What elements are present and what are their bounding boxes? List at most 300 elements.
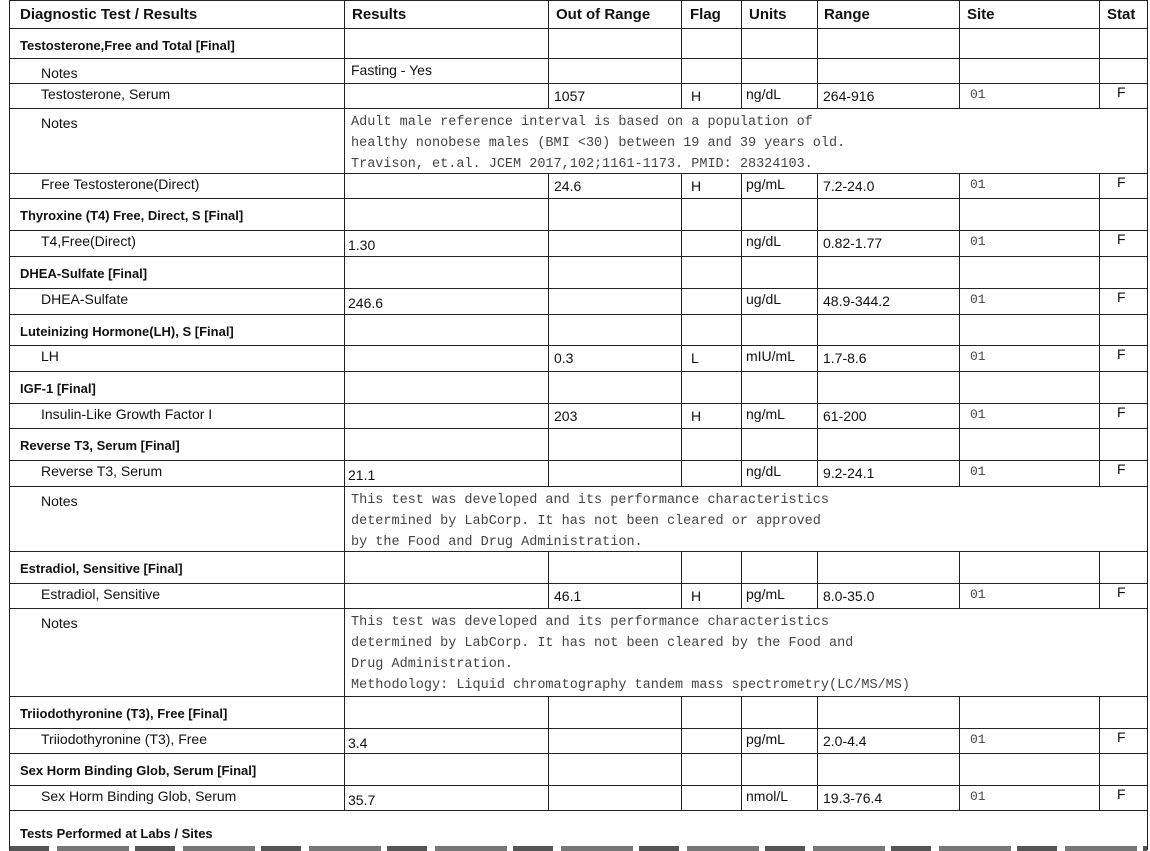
- column-divider: [9, 58, 10, 83]
- column-divider: [681, 696, 682, 728]
- notes-label: Notes: [41, 115, 78, 131]
- column-divider: [817, 314, 818, 345]
- range-value: 264-916: [823, 88, 875, 104]
- column-divider: [1099, 230, 1100, 256]
- column-divider: [548, 583, 549, 608]
- header-flag: Flag: [690, 6, 721, 23]
- column-divider: [1147, 728, 1148, 753]
- column-divider: [1147, 608, 1148, 696]
- column-divider: [959, 0, 960, 28]
- column-divider: [959, 83, 960, 108]
- column-divider: [9, 403, 10, 428]
- column-divider: [741, 728, 742, 753]
- column-divider: [9, 173, 10, 198]
- column-divider: [1147, 198, 1148, 230]
- column-divider: [548, 314, 549, 345]
- row-divider: [9, 403, 1147, 404]
- stat-value: F: [1117, 174, 1126, 190]
- notes-line: Adult male reference interval is based on a population of: [351, 115, 813, 130]
- column-divider: [1099, 551, 1100, 583]
- column-divider: [1099, 58, 1100, 83]
- column-divider: [9, 28, 10, 58]
- notes-line: This test was developed and its performance characteristics: [351, 615, 829, 630]
- column-divider: [1099, 460, 1100, 486]
- column-divider: [681, 785, 682, 810]
- notes-line: healthy nonobese males (BMI <30) between 19 and 39 years old.: [351, 136, 846, 151]
- column-divider: [1099, 696, 1100, 728]
- column-divider: [817, 428, 818, 460]
- group-title: Sex Horm Binding Glob, Serum [Final]: [20, 763, 257, 778]
- units-value: nmol/L: [746, 788, 789, 804]
- site-value: 01: [970, 464, 986, 479]
- test-name: LH: [41, 348, 59, 364]
- column-divider: [344, 173, 345, 198]
- column-divider: [959, 551, 960, 583]
- column-divider: [344, 108, 345, 173]
- row-divider: [9, 486, 1147, 487]
- column-divider: [817, 753, 818, 785]
- column-divider: [1147, 403, 1148, 428]
- column-divider: [1099, 173, 1100, 198]
- column-divider: [1099, 403, 1100, 428]
- row-divider: [9, 785, 1147, 786]
- row-divider: [9, 83, 1147, 84]
- test-name: Testosterone, Serum: [41, 86, 171, 102]
- column-divider: [9, 371, 10, 403]
- range-value: 19.3-76.4: [823, 790, 883, 806]
- column-divider: [681, 28, 682, 58]
- column-divider: [741, 198, 742, 230]
- row-divider: [9, 314, 1147, 315]
- column-divider: [1147, 108, 1148, 173]
- column-divider: [681, 288, 682, 314]
- result-value: 21.1: [348, 467, 376, 483]
- column-divider: [1099, 288, 1100, 314]
- column-divider: [548, 198, 549, 230]
- column-divider: [1147, 696, 1148, 728]
- units-value: ug/dL: [746, 291, 782, 307]
- column-divider: [9, 608, 10, 696]
- site-value: 01: [970, 587, 986, 602]
- column-divider: [741, 785, 742, 810]
- out-of-range-value: 46.1: [554, 588, 582, 604]
- column-divider: [817, 460, 818, 486]
- column-divider: [817, 551, 818, 583]
- column-divider: [344, 753, 345, 785]
- column-divider: [817, 173, 818, 198]
- units-value: pg/mL: [746, 176, 785, 192]
- column-divider: [817, 728, 818, 753]
- column-divider: [959, 460, 960, 486]
- column-divider: [548, 58, 549, 83]
- column-divider: [1099, 345, 1100, 371]
- column-divider: [1147, 256, 1148, 288]
- row-divider: [9, 583, 1147, 584]
- notes-label: Notes: [41, 615, 78, 631]
- column-divider: [1099, 785, 1100, 810]
- column-divider: [817, 83, 818, 108]
- column-divider: [959, 345, 960, 371]
- column-divider: [959, 198, 960, 230]
- flag-value: L: [691, 350, 699, 366]
- header-range: Range: [824, 6, 870, 23]
- column-divider: [9, 785, 10, 810]
- column-divider: [817, 28, 818, 58]
- column-divider: [9, 551, 10, 583]
- column-divider: [817, 256, 818, 288]
- row-divider: [9, 256, 1147, 257]
- column-divider: [681, 460, 682, 486]
- column-divider: [9, 288, 10, 314]
- column-divider: [344, 696, 345, 728]
- row-divider: [9, 288, 1147, 289]
- group-title: Reverse T3, Serum [Final]: [20, 438, 180, 453]
- group-title: IGF-1 [Final]: [20, 381, 96, 396]
- column-divider: [959, 173, 960, 198]
- units-value: pg/mL: [746, 586, 785, 602]
- column-divider: [1147, 0, 1148, 28]
- column-divider: [548, 345, 549, 371]
- site-value: 01: [970, 292, 986, 307]
- column-divider: [9, 108, 10, 173]
- stat-value: F: [1117, 404, 1126, 420]
- column-divider: [741, 696, 742, 728]
- column-divider: [1147, 28, 1148, 58]
- column-divider: [741, 58, 742, 83]
- group-title: Triiodothyronine (T3), Free [Final]: [20, 706, 228, 721]
- site-value: 01: [970, 177, 986, 192]
- column-divider: [9, 696, 10, 728]
- column-divider: [741, 460, 742, 486]
- column-divider: [1099, 371, 1100, 403]
- row-divider: [9, 608, 1147, 609]
- test-name: Reverse T3, Serum: [41, 463, 163, 479]
- column-divider: [1147, 314, 1148, 345]
- group-title: Estradiol, Sensitive [Final]: [20, 561, 183, 576]
- stat-value: F: [1117, 584, 1126, 600]
- column-divider: [959, 583, 960, 608]
- row-divider: [9, 58, 1147, 59]
- column-divider: [681, 0, 682, 28]
- units-value: pg/mL: [746, 731, 785, 747]
- column-divider: [817, 58, 818, 83]
- header-stat: Stat: [1107, 6, 1136, 23]
- column-divider: [344, 288, 345, 314]
- out-of-range-value: 203: [554, 408, 578, 424]
- column-divider: [959, 403, 960, 428]
- column-divider: [817, 696, 818, 728]
- column-divider: [344, 428, 345, 460]
- column-divider: [548, 460, 549, 486]
- notes-text: Fasting - Yes: [351, 62, 432, 78]
- row-divider: [9, 230, 1147, 231]
- row-divider: [9, 345, 1147, 346]
- test-name: Sex Horm Binding Glob, Serum: [41, 788, 237, 804]
- test-name: Insulin-Like Growth Factor I: [41, 406, 213, 422]
- site-value: 01: [970, 87, 986, 102]
- range-value: 61-200: [823, 408, 867, 424]
- column-divider: [741, 345, 742, 371]
- stat-value: F: [1117, 289, 1126, 305]
- column-divider: [9, 583, 10, 608]
- column-divider: [959, 753, 960, 785]
- out-of-range-value: 24.6: [554, 178, 582, 194]
- column-divider: [344, 28, 345, 58]
- test-name: DHEA-Sulfate: [41, 291, 129, 307]
- notes-line: determined by LabCorp. It has not been cleared by the Food and: [351, 636, 854, 651]
- column-divider: [548, 288, 549, 314]
- column-divider: [344, 583, 345, 608]
- column-divider: [548, 753, 549, 785]
- column-divider: [9, 0, 10, 28]
- units-value: mIU/mL: [746, 348, 795, 364]
- column-divider: [681, 551, 682, 583]
- column-divider: [9, 486, 10, 551]
- stat-value: F: [1117, 461, 1126, 477]
- column-divider: [681, 403, 682, 428]
- column-divider: [1147, 810, 1148, 850]
- result-value: 1.30: [348, 237, 376, 253]
- column-divider: [9, 256, 10, 288]
- row-divider: [9, 810, 1147, 811]
- column-divider: [344, 460, 345, 486]
- footer-title: Tests Performed at Labs / Sites: [20, 826, 213, 841]
- range-value: 48.9-344.2: [823, 293, 890, 309]
- flag-value: H: [691, 88, 702, 104]
- notes-line: Drug Administration.: [351, 657, 514, 672]
- test-name: T4,Free(Direct): [41, 233, 136, 249]
- group-title: Luteinizing Hormone(LH), S [Final]: [20, 324, 234, 339]
- column-divider: [681, 371, 682, 403]
- column-divider: [9, 753, 10, 785]
- column-divider: [9, 83, 10, 108]
- row-divider: [9, 0, 1147, 1]
- column-divider: [1147, 345, 1148, 371]
- row-divider: [9, 108, 1147, 109]
- column-divider: [344, 728, 345, 753]
- column-divider: [681, 428, 682, 460]
- column-divider: [817, 371, 818, 403]
- column-divider: [959, 371, 960, 403]
- stat-value: F: [1117, 786, 1126, 802]
- column-divider: [817, 403, 818, 428]
- column-divider: [681, 583, 682, 608]
- column-divider: [548, 551, 549, 583]
- column-divider: [959, 256, 960, 288]
- column-divider: [959, 288, 960, 314]
- column-divider: [681, 230, 682, 256]
- group-title: Thyroxine (T4) Free, Direct, S [Final]: [20, 208, 244, 223]
- column-divider: [9, 810, 10, 850]
- column-divider: [548, 28, 549, 58]
- site-value: 01: [970, 789, 986, 804]
- result-value: 246.6: [348, 295, 384, 311]
- column-divider: [817, 583, 818, 608]
- column-divider: [548, 173, 549, 198]
- column-divider: [1099, 753, 1100, 785]
- row-divider: [9, 460, 1147, 461]
- notes-line: Travison, et.al. JCEM 2017,102;1161-1173. PMID: 28324103.: [351, 157, 813, 172]
- column-divider: [344, 345, 345, 371]
- column-divider: [817, 0, 818, 28]
- column-divider: [959, 314, 960, 345]
- notes-text: [351, 490, 829, 553]
- column-divider: [548, 428, 549, 460]
- column-divider: [548, 403, 549, 428]
- range-value: 2.0-4.4: [823, 733, 867, 749]
- units-value: ng/dL: [746, 463, 782, 479]
- column-divider: [1147, 753, 1148, 785]
- header-out-of-range: Out of Range: [556, 6, 651, 23]
- column-divider: [741, 256, 742, 288]
- column-divider: [817, 230, 818, 256]
- column-divider: [681, 256, 682, 288]
- column-divider: [344, 486, 345, 551]
- stat-value: F: [1117, 84, 1126, 100]
- notes-text: [351, 612, 910, 696]
- column-divider: [959, 785, 960, 810]
- column-divider: [344, 551, 345, 583]
- column-divider: [1147, 486, 1148, 551]
- row-divider: [9, 428, 1147, 429]
- group-title: DHEA-Sulfate [Final]: [20, 266, 148, 281]
- column-divider: [959, 728, 960, 753]
- column-divider: [344, 58, 345, 83]
- column-divider: [344, 0, 345, 28]
- column-divider: [548, 696, 549, 728]
- column-divider: [1099, 428, 1100, 460]
- column-divider: [1099, 198, 1100, 230]
- column-divider: [1147, 371, 1148, 403]
- column-divider: [548, 83, 549, 108]
- column-divider: [1099, 314, 1100, 345]
- column-divider: [1099, 256, 1100, 288]
- column-divider: [741, 428, 742, 460]
- column-divider: [1147, 460, 1148, 486]
- column-divider: [959, 28, 960, 58]
- column-divider: [548, 256, 549, 288]
- column-divider: [548, 230, 549, 256]
- column-divider: [681, 83, 682, 108]
- column-divider: [681, 728, 682, 753]
- notes-line: Methodology: Liquid chromatography tandem mass spectrometry(LC/MS/MS): [351, 678, 910, 693]
- row-divider: [9, 753, 1147, 754]
- header-test-name: Diagnostic Test / Results: [20, 6, 198, 23]
- stat-value: F: [1117, 231, 1126, 247]
- units-value: ng/mL: [746, 406, 785, 422]
- out-of-range-value: 1057: [554, 88, 586, 104]
- row-divider: [9, 198, 1147, 199]
- column-divider: [1099, 28, 1100, 58]
- row-divider: [9, 728, 1147, 729]
- site-value: 01: [970, 407, 986, 422]
- column-divider: [9, 428, 10, 460]
- site-value: 01: [970, 234, 986, 249]
- notes-line: by the Food and Drug Administration.: [351, 535, 643, 550]
- column-divider: [1147, 230, 1148, 256]
- column-divider: [741, 583, 742, 608]
- column-divider: [344, 785, 345, 810]
- site-value: 01: [970, 349, 986, 364]
- column-divider: [1147, 428, 1148, 460]
- units-value: ng/dL: [746, 233, 782, 249]
- notes-text: [351, 112, 845, 175]
- column-divider: [741, 314, 742, 345]
- test-name: Free Testosterone(Direct): [41, 176, 200, 192]
- column-divider: [344, 403, 345, 428]
- header-units: Units: [749, 6, 787, 23]
- range-value: 8.0-35.0: [823, 588, 875, 604]
- notes-label: Notes: [41, 65, 78, 81]
- header-results: Results: [352, 6, 407, 23]
- column-divider: [817, 785, 818, 810]
- range-value: 0.82-1.77: [823, 235, 883, 251]
- column-divider: [1099, 83, 1100, 108]
- column-divider: [344, 256, 345, 288]
- column-divider: [344, 314, 345, 345]
- column-divider: [959, 696, 960, 728]
- column-divider: [741, 403, 742, 428]
- out-of-range-value: 0.3: [554, 350, 574, 366]
- row-divider: [9, 28, 1147, 29]
- column-divider: [681, 345, 682, 371]
- column-divider: [817, 198, 818, 230]
- column-divider: [681, 753, 682, 785]
- column-divider: [548, 785, 549, 810]
- column-divider: [548, 728, 549, 753]
- flag-value: H: [691, 178, 702, 194]
- test-name: Estradiol, Sensitive: [41, 586, 161, 602]
- column-divider: [817, 288, 818, 314]
- notes-line: This test was developed and its performance characteristics: [351, 493, 829, 508]
- column-divider: [1147, 58, 1148, 83]
- column-divider: [741, 551, 742, 583]
- column-divider: [1147, 583, 1148, 608]
- result-value: 35.7: [348, 792, 376, 808]
- column-divider: [344, 198, 345, 230]
- column-divider: [9, 345, 10, 371]
- flag-value: H: [691, 588, 702, 604]
- column-divider: [741, 288, 742, 314]
- column-divider: [959, 58, 960, 83]
- column-divider: [681, 198, 682, 230]
- column-divider: [1099, 0, 1100, 28]
- column-divider: [681, 173, 682, 198]
- range-value: 7.2-24.0: [823, 178, 875, 194]
- row-divider: [9, 371, 1147, 372]
- column-divider: [548, 0, 549, 28]
- column-divider: [681, 58, 682, 83]
- column-divider: [344, 371, 345, 403]
- column-divider: [344, 83, 345, 108]
- column-divider: [1147, 785, 1148, 810]
- column-divider: [741, 230, 742, 256]
- column-divider: [741, 28, 742, 58]
- column-divider: [9, 230, 10, 256]
- units-value: ng/dL: [746, 86, 782, 102]
- notes-line: determined by LabCorp. It has not been cleared or approved: [351, 514, 821, 529]
- column-divider: [681, 314, 682, 345]
- flag-value: H: [691, 408, 702, 424]
- header-site: Site: [967, 6, 995, 23]
- column-divider: [959, 428, 960, 460]
- column-divider: [959, 230, 960, 256]
- column-divider: [548, 371, 549, 403]
- column-divider: [741, 83, 742, 108]
- range-value: 9.2-24.1: [823, 465, 875, 481]
- column-divider: [741, 371, 742, 403]
- group-title: Testosterone,Free and Total [Final]: [20, 38, 235, 53]
